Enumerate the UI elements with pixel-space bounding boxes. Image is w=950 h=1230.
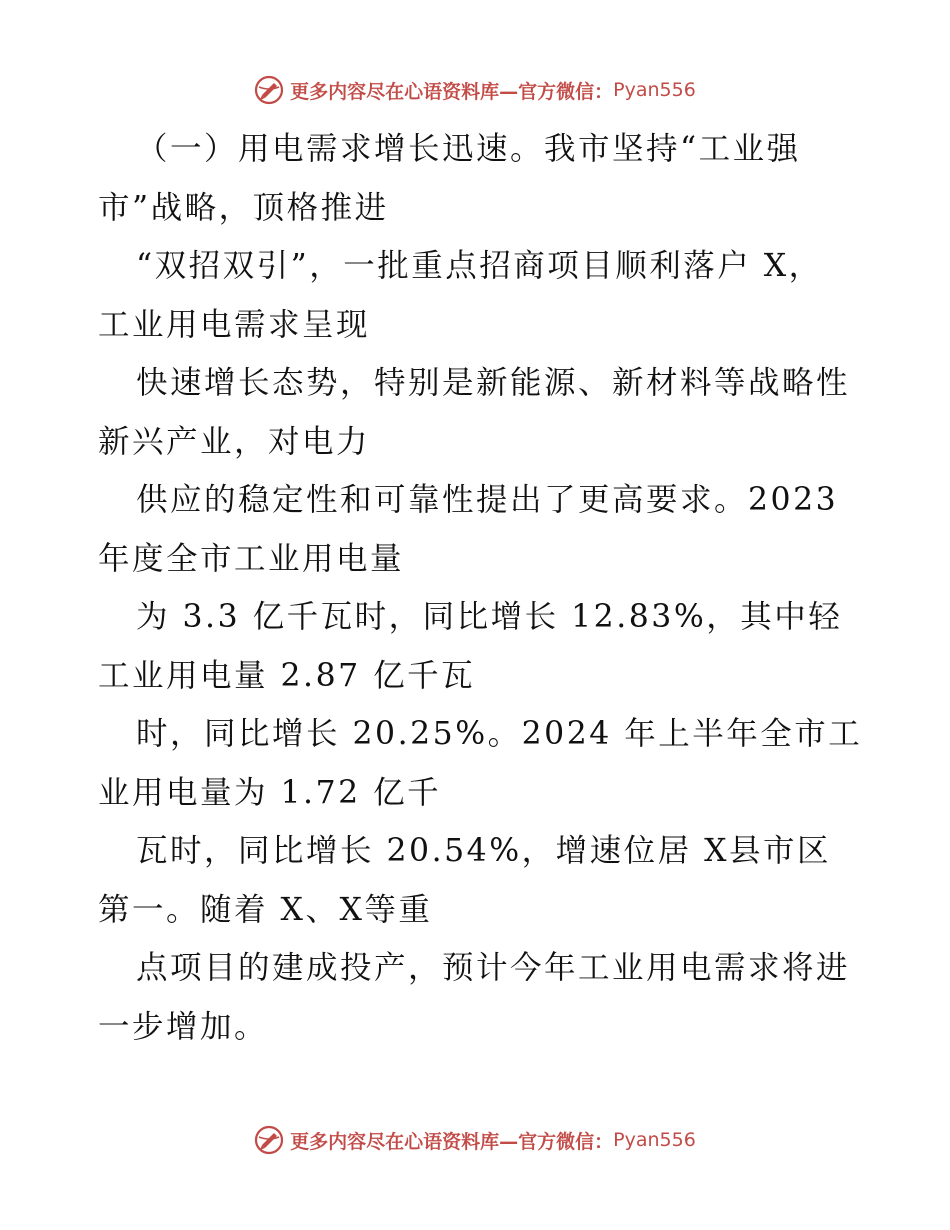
- text-line: 第一。随着 X、X等重: [98, 891, 433, 928]
- text-line: 市”战略，顶格推进: [98, 189, 389, 226]
- text-line: “双招双引”，一批重点招商项目顺利落户 X，: [136, 248, 823, 284]
- wechat-id: Pyan556: [613, 1129, 696, 1151]
- pen-book-logo-icon: [254, 1125, 284, 1155]
- text-line: 一步增加。: [98, 1008, 269, 1045]
- text-line: 年度全市工业用电量: [98, 540, 405, 577]
- text-line: 点项目的建成投产，预计今年工业用电需求将进: [136, 950, 851, 986]
- text-line: 工业用电量 2.87 亿千瓦: [98, 657, 476, 694]
- header-banner: [0, 70, 950, 110]
- text-line: 时，同比增长 20.25%。2024 年上半年全市工: [136, 716, 863, 752]
- document-body: [98, 120, 863, 1056]
- text-line: 工业用电需求呈现: [98, 306, 371, 343]
- banner-text: 更多内容尽在心语资料库—官方微信：: [290, 1130, 614, 1153]
- text-line: 业用电量为 1.72 亿千: [98, 774, 442, 811]
- pen-book-logo-icon: [254, 75, 284, 105]
- wechat-id: Pyan556: [613, 79, 696, 101]
- text-line: （一）用电需求增长迅速。我市坚持“工业强: [136, 131, 801, 167]
- banner-text: 更多内容尽在心语资料库—官方微信：: [290, 80, 614, 103]
- text-line: 为 3.3 亿千瓦时，同比增长 12.83%，其中轻: [136, 599, 843, 635]
- text-line: 快速增长态势，特别是新能源、新材料等战略性: [136, 365, 851, 401]
- text-line: 新兴产业，对电力: [98, 423, 371, 460]
- text-line: 瓦时，同比增长 20.54%，增速位居 X县市区: [136, 833, 832, 869]
- footer-banner: [0, 1120, 950, 1160]
- text-line: 供应的稳定性和可靠性提出了更高要求。2023: [136, 482, 839, 518]
